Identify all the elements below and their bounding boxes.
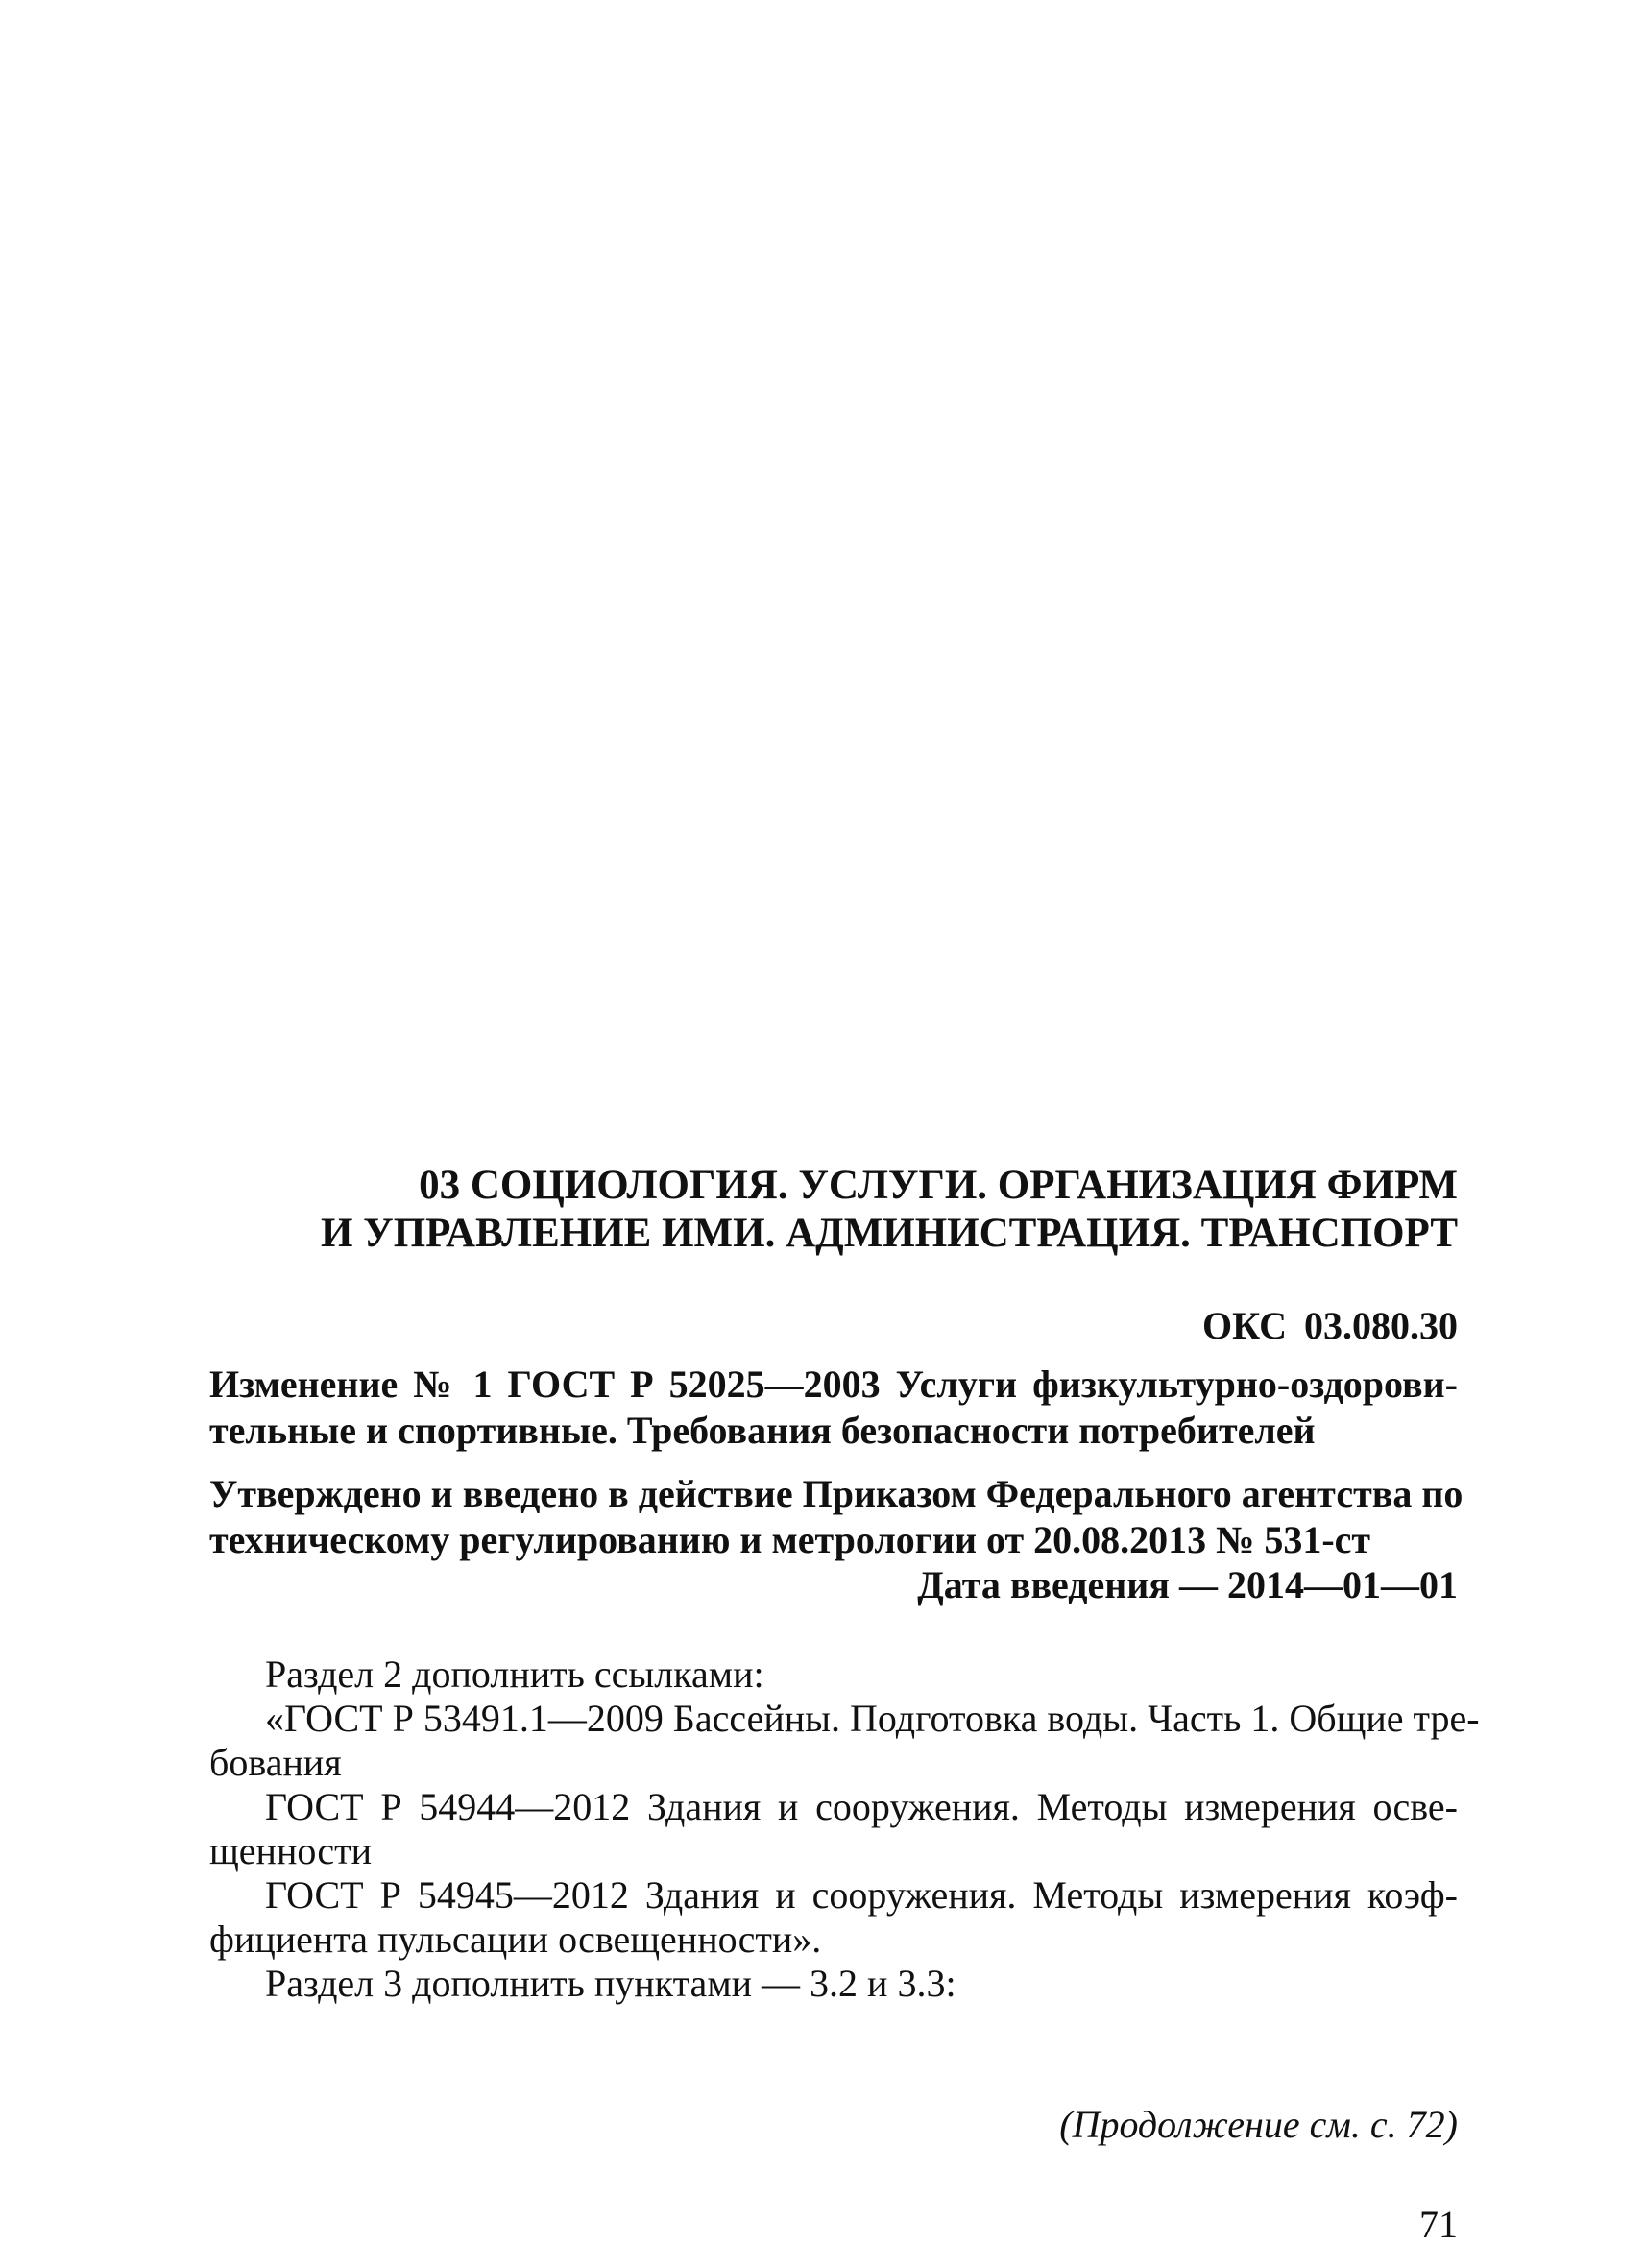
paragraph-gost-54944-line-1: ГОСТ Р 54944—2012 Здания и сооружения. Методы измерения осве- [265, 1785, 1458, 1828]
amendment-title [209, 1362, 1458, 1454]
paragraph-gost-54944-line-2: щенности [209, 1829, 373, 1872]
paragraph-gost-53491-line-1: «ГОСТ Р 53491.1—2009 Бассейны. Подготовка воды. Часть 1. Общие тре- [265, 1697, 1480, 1740]
section-heading-line-1: 03 СОЦИОЛОГИЯ. УСЛУГИ. ОРГАНИЗАЦИЯ ФИРМ [419, 1163, 1458, 1208]
paragraph-gost-54945-line-1: ГОСТ Р 54945—2012 Здания и сооружения. Методы измерения коэф- [265, 1873, 1458, 1917]
paragraph-section2: Раздел 2 дополнить ссылками: [265, 1653, 764, 1696]
paragraph-section3: Раздел 3 дополнить пунктами — 3.2 и 3.3: [265, 1962, 956, 2005]
amendment-title-line-1: Изменение № 1 ГОСТ Р 52025—2003 Услуги физкультурно-оздорови- [209, 1363, 1458, 1406]
oks-code: ОКС 03.080.30 [1201, 1304, 1458, 1347]
continuation-note: (Продолжение см. с. 72) [1059, 2103, 1458, 2146]
body-text [209, 1653, 1480, 2006]
section-heading [209, 1162, 1458, 1258]
approval-statement [209, 1471, 1464, 1563]
page-number: 71 [1419, 2203, 1458, 2246]
introduction-date: Дата введения — 2014—01—01 [917, 1563, 1458, 1606]
amendment-title-line-2: тельные и спортивные. Требования безопасности потребителей [209, 1409, 1316, 1452]
paragraph-gost-54945-line-2: фициента пульсации освещенности». [209, 1918, 822, 1961]
section-heading-line-2: И УПРАВЛЕНИЕ ИМИ. АДМИНИСТРАЦИЯ. ТРАНСПОРТ [320, 1211, 1458, 1256]
approval-statement-line-2: техническому регулированию и метрологии от 20.08.2013 № 531-ст [209, 1518, 1371, 1561]
approval-statement-line-1: Утверждено и введено в действие Приказом Федерального агентства по [209, 1472, 1464, 1515]
paragraph-gost-53491-line-2: бования [209, 1741, 342, 1784]
